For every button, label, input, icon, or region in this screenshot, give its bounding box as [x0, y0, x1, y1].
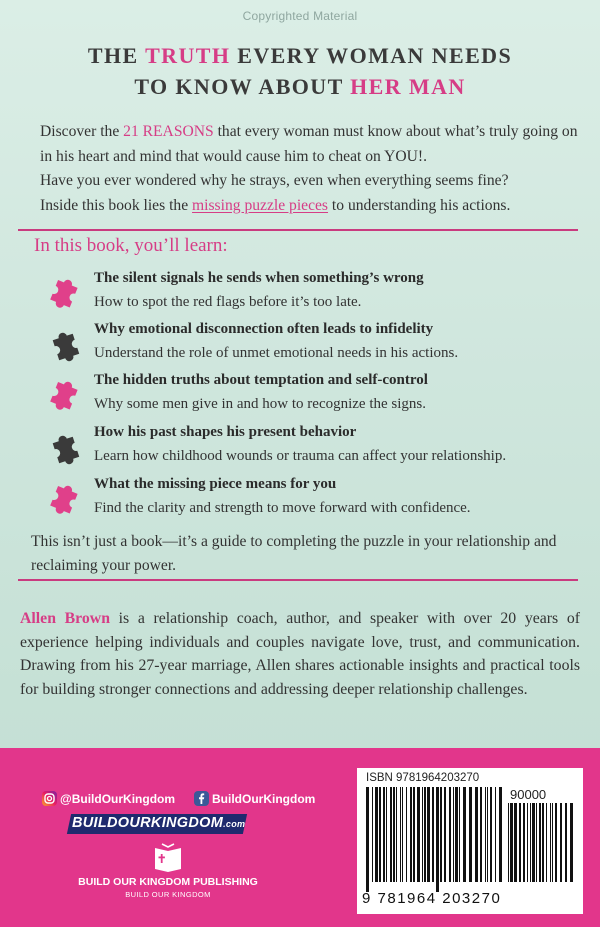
headline-text: THE — [87, 43, 146, 68]
learn-item — [48, 372, 568, 422]
closing-text: This isn’t just a book—it’s a guide to completing the puzzle in your relationship and reclaiming your power. — [31, 533, 557, 574]
barcode-ean13 — [366, 787, 504, 892]
barcode-bar — [490, 787, 492, 882]
intro-text-part: Inside this book lies the — [40, 196, 193, 214]
learn-item — [48, 424, 568, 474]
learn-item-title: What the missing piece means for you — [94, 476, 337, 492]
learn-item — [48, 270, 568, 320]
barcode-bar — [539, 803, 541, 882]
puzzle-piece-icon — [48, 374, 88, 414]
barcode-bar — [499, 787, 502, 882]
website-banner-text — [72, 815, 244, 831]
barcode-bar — [427, 787, 430, 882]
barcode-bar — [413, 787, 415, 882]
publisher-book-cross-icon — [153, 842, 183, 874]
intro-emphasis-puzzle-pieces: missing puzzle pieces — [192, 196, 329, 214]
barcode-bar — [440, 787, 442, 882]
barcode-bar — [386, 787, 387, 882]
barcode-bar — [455, 787, 458, 882]
barcode-bar — [396, 787, 397, 882]
learn-item — [48, 321, 568, 371]
barcode-bar — [546, 803, 547, 882]
learn-item-description: Learn how childhood wounds or trauma can affect your relationship. — [94, 448, 507, 464]
barcode-bar — [565, 803, 567, 882]
barcode-bar — [402, 787, 403, 882]
barcode-bar — [390, 787, 392, 882]
barcode-bar — [555, 803, 557, 882]
publisher-name: BUILD OUR KINGDOM PUBLISHING — [78, 876, 258, 888]
learn-item-title: How his past shapes his present behavior — [94, 424, 357, 440]
barcode-bar — [510, 803, 513, 882]
barcode-bar — [495, 787, 496, 882]
publisher-tagline: BUILD OUR KINGDOM — [125, 890, 211, 899]
barcode-bar — [514, 803, 517, 882]
barcode-bar — [480, 787, 482, 882]
barcode-bar — [560, 803, 562, 882]
learn-item-description: How to spot the red flags before it’s too late. — [94, 294, 362, 310]
facebook-handle-text: BuildOurKingdom — [212, 792, 316, 806]
intro-question: Have you ever wondered why he strays, even when everything seems fine? — [40, 172, 509, 189]
intro-emphasis-21-reasons: 21 REASONS — [123, 123, 214, 140]
headline-text: TO KNOW ABOUT — [134, 74, 351, 99]
barcode-bar — [530, 803, 531, 882]
barcode-bar — [570, 803, 573, 882]
barcode-bar — [527, 803, 528, 882]
barcode-addon — [508, 803, 576, 892]
isbn-label: ISBN 9781964203270 — [366, 772, 480, 784]
barcode-bar — [432, 787, 434, 882]
learn-item-description: Why some men give in and how to recognize the signs. — [94, 396, 427, 412]
barcode-bar — [550, 803, 551, 882]
intro-text-part: Discover the — [40, 123, 124, 140]
headline-emphasis-truth: TRUTH — [145, 43, 231, 68]
author-bio — [20, 607, 580, 701]
barcode-bar — [375, 787, 378, 882]
puzzle-piece-icon — [48, 426, 88, 466]
headline — [0, 40, 600, 102]
barcode-bar — [453, 787, 454, 882]
barcode-bar — [459, 787, 460, 882]
headline-emphasis-her-man: HER MAN — [350, 74, 466, 99]
barcode-bar — [436, 787, 439, 892]
instagram-handle-text: @BuildOurKingdom — [60, 792, 176, 806]
facebook-icon — [194, 791, 209, 806]
divider-rule — [18, 229, 578, 231]
puzzle-piece-icon — [48, 323, 88, 363]
barcode-bar — [422, 787, 423, 882]
barcode-bar — [463, 787, 466, 882]
website-name: BUILDOURKINGDOM — [72, 815, 224, 831]
barcode-bar — [393, 787, 395, 882]
barcode-bar — [542, 803, 544, 882]
facebook-handle — [194, 791, 315, 806]
barcode-bar — [475, 787, 478, 882]
barcode-bar — [383, 787, 385, 882]
learn-item-title: The hidden truths about temptation and self-control — [94, 372, 428, 388]
barcode-bar — [523, 803, 525, 882]
instagram-icon — [42, 791, 57, 806]
barcode-bar — [532, 803, 535, 882]
learn-item-title: Why emotional disconnection often leads to infidelity — [94, 321, 434, 337]
barcode-bar — [519, 803, 521, 882]
instagram-handle — [42, 791, 175, 806]
author-name: Allen Brown — [20, 610, 110, 627]
barcode-bar — [487, 787, 488, 882]
barcode-bar — [552, 803, 553, 882]
barcode-bar — [366, 787, 369, 892]
intro-text — [40, 120, 580, 218]
barcode-bar — [449, 787, 451, 882]
intro-text-part: that every woman must know about what’s truly going on in his heart and mind that would cause him to cheat on YOU!. — [40, 123, 578, 165]
puzzle-piece-icon — [48, 272, 88, 312]
barcode-bar — [508, 803, 509, 882]
barcode-bar — [417, 787, 420, 882]
learn-item — [48, 476, 568, 526]
barcode-bar — [536, 803, 537, 882]
copyright-notice: Copyrighted Material — [242, 9, 358, 23]
price-code: 90000 — [510, 787, 547, 802]
barcode-bar — [400, 787, 401, 882]
author-bio-text: is a relationship coach, author, and speaker with over 20 years of experience helping individuals and couples navigate love, trust, and communication. Drawing from his 27-year marriage, Allen shares actionable insights and practical tools for building stronger connections and addressing deeper relationship challenges. — [20, 610, 580, 698]
barcode-digits: 9 781964 203270 — [362, 890, 502, 907]
website-suffix: .com — [223, 819, 246, 829]
barcode-bar — [406, 787, 407, 882]
barcode-bar — [424, 787, 426, 882]
barcode-bar — [469, 787, 472, 882]
barcode-bar — [410, 787, 412, 882]
divider-rule — [18, 579, 578, 581]
learn-item-description: Find the clarity and strength to move forward with confidence. — [94, 500, 471, 516]
learn-item-title: The silent signals he sends when something’s wrong — [94, 270, 424, 286]
barcode-bar — [379, 787, 381, 882]
puzzle-piece-icon — [48, 478, 88, 518]
barcode-bar — [372, 787, 373, 882]
intro-text-part: to understanding his actions. — [328, 196, 511, 214]
barcode-bar — [444, 787, 446, 882]
learn-item-description: Understand the role of unmet emotional needs in his actions. — [94, 345, 459, 361]
learn-section-title: In this book, you’ll learn: — [34, 235, 228, 256]
headline-text: EVERY WOMAN NEEDS — [230, 43, 513, 68]
barcode-bar — [485, 787, 486, 882]
